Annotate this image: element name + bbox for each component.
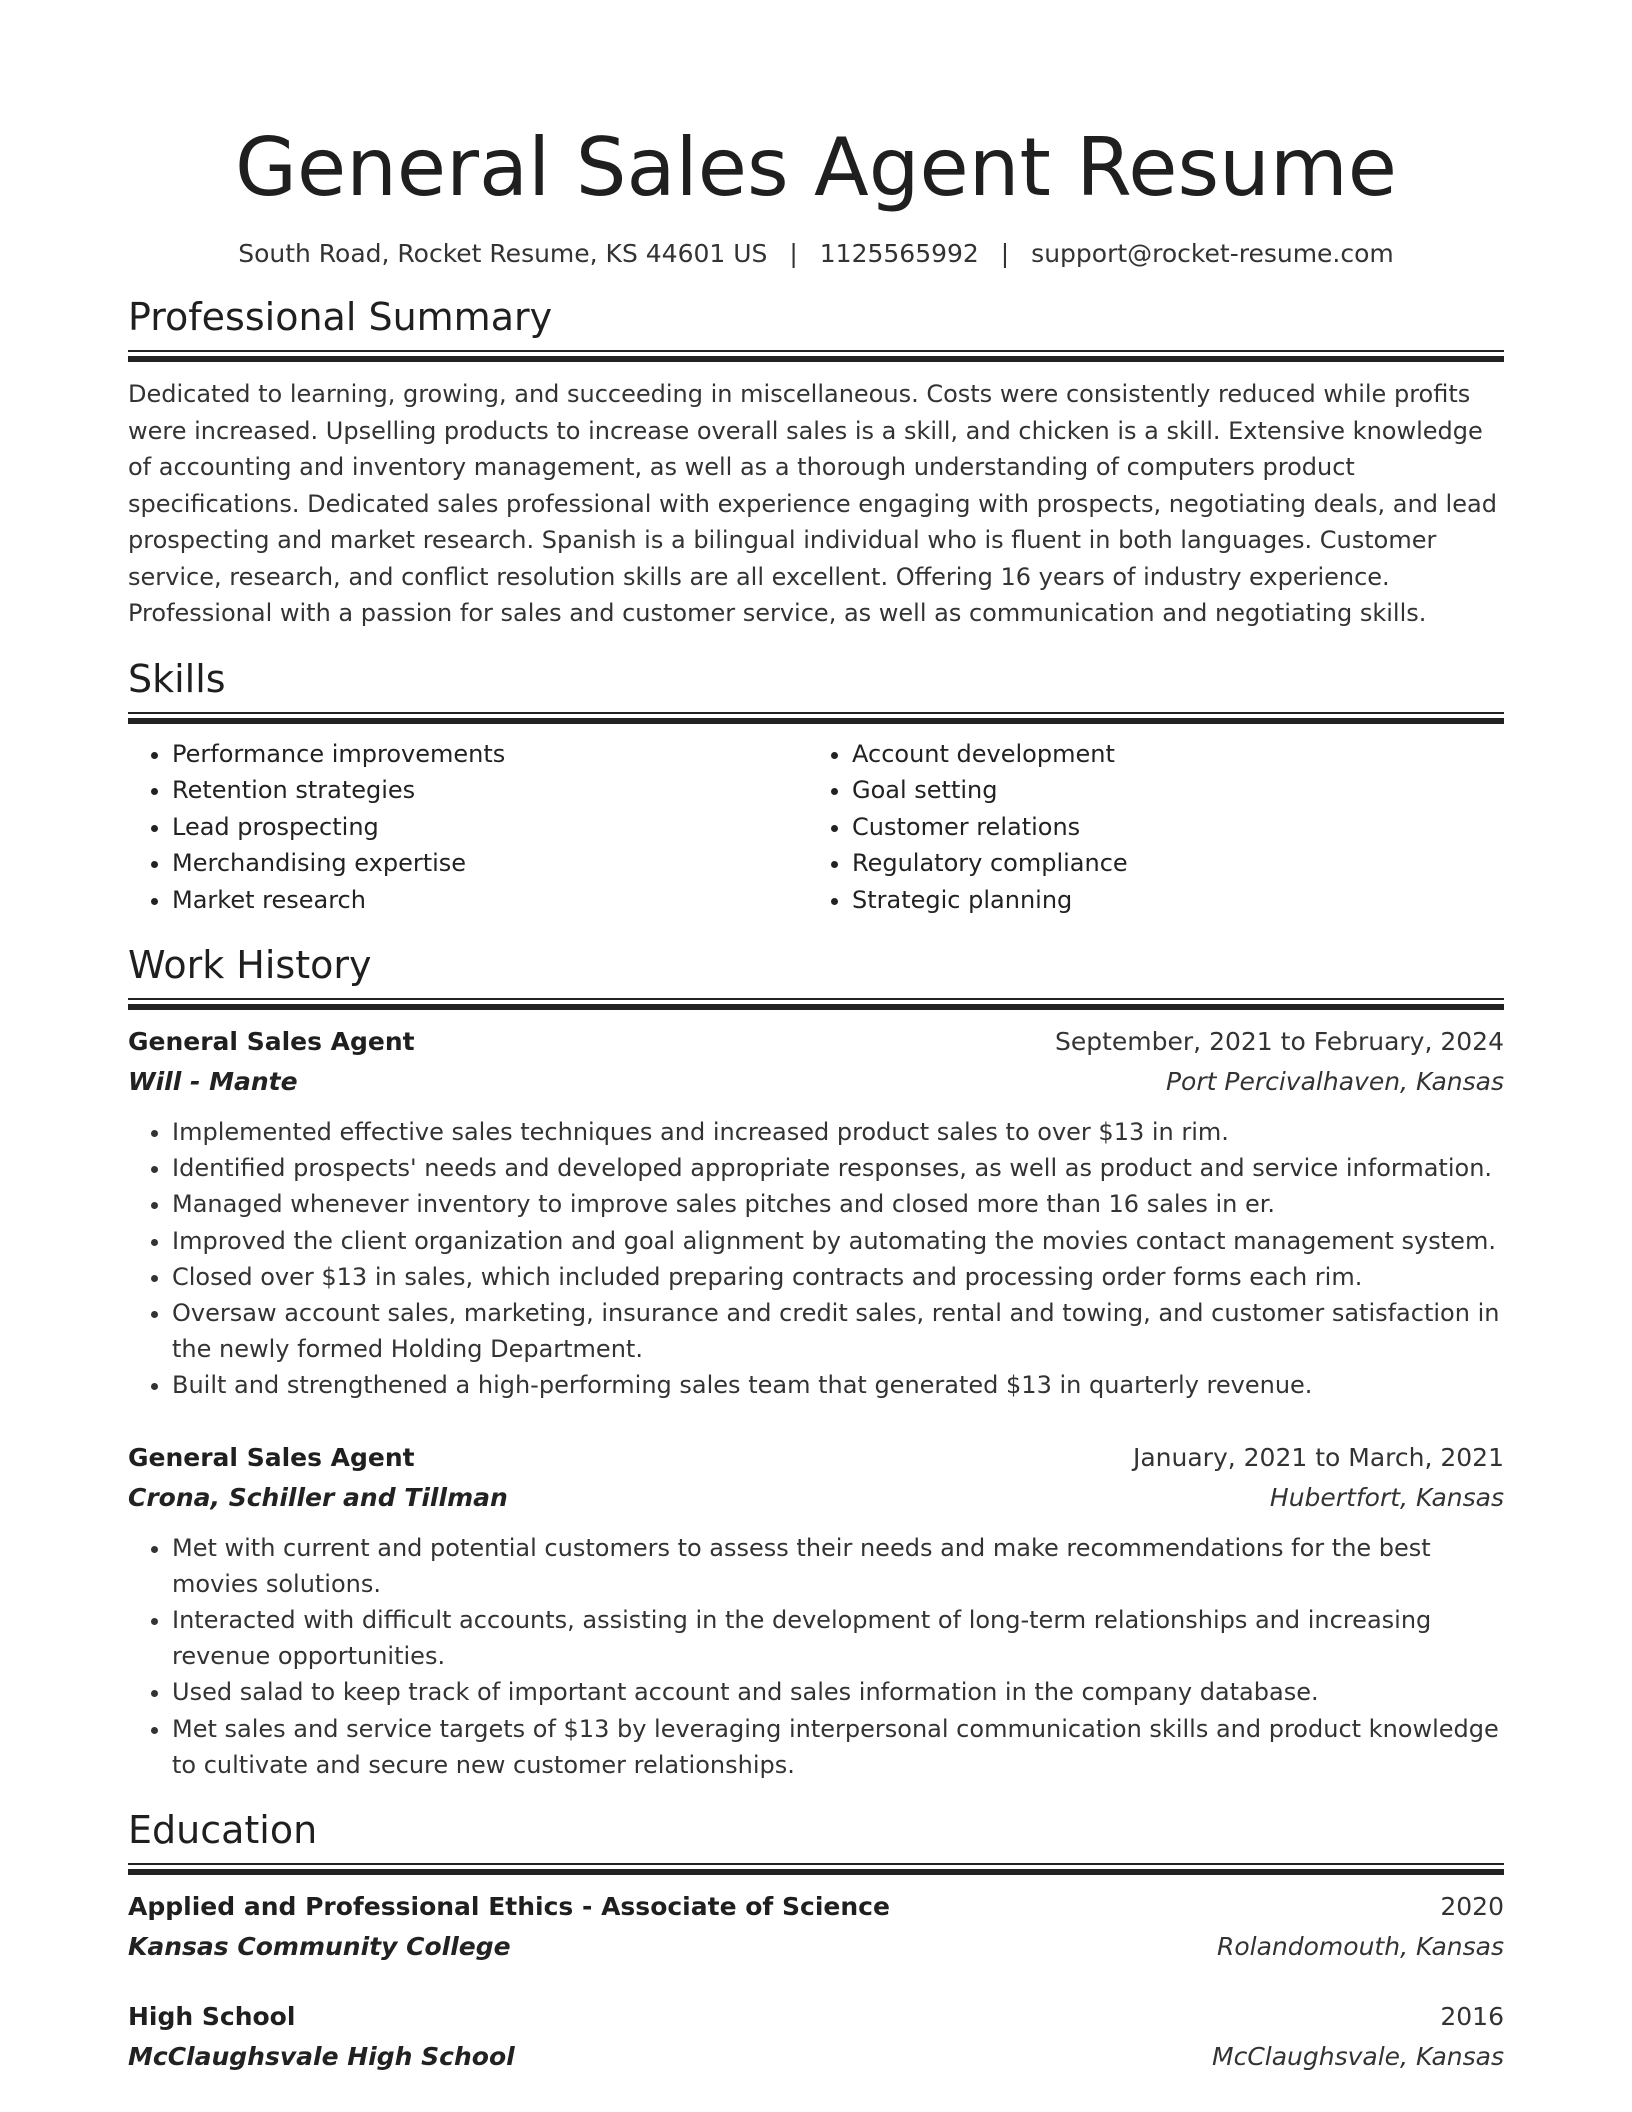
job-bullet: • Identified prospects' needs and developed appropriate responses, as well as product and service information. (172, 1150, 1504, 1186)
skill-item: • Goal setting (852, 772, 1488, 809)
education-location: McClaughsvale, Kansas (1212, 2042, 1504, 2072)
job-title: General Sales Agent (128, 1027, 415, 1056)
job-subheader (128, 1062, 1504, 1102)
job-header (128, 1022, 1504, 1062)
skill-item: • Merchandising expertise (172, 845, 808, 882)
resume-page (128, 0, 1504, 2077)
education-school: McClaughsvale High School (128, 2042, 515, 2072)
skill-item: • Customer relations (852, 809, 1488, 846)
job-location: Port Percivalhaven, Kansas (1165, 1067, 1504, 1096)
job-company: Crona, Schiller and Tillman (128, 1482, 508, 1512)
job-bullet: • Improved the client organization and goal alignment by automating the movies contact management system. (172, 1223, 1504, 1259)
contact-separator: | (789, 239, 798, 268)
summary-text: Dedicated to learning, growing, and succeeding in miscellaneous. Costs were consistently reduced while profits were increased. Upselling products to increase overall sales is a skill, and chicken is a skill. Extensive knowledge of accounting and inventory management, as well as a thorough understanding of computers product specifications. Dedicated sales professional with experience engaging with prospects, negotiating deals, and lead prospecting and market research. Spanish is a bilingual individual who is fluent in both languages. Customer service, research, and conflict resolution skills are all excellent. Offering 16 years of industry experience. Professional with a passion for sales and customer service, as well as communication and negotiating skills. (128, 380, 1497, 627)
job-dates: September, 2021 to February, 2024 (1055, 1027, 1504, 1056)
job-bullet: • Managed whenever inventory to improve sales pitches and closed more than 16 sales in er. (172, 1186, 1504, 1222)
education-location: Rolandomouth, Kansas (1216, 1932, 1504, 1962)
education-degree: High School (128, 2002, 296, 2032)
job-header (128, 1438, 1504, 1478)
skill-item: • Performance improvements (172, 736, 808, 773)
skills-heading: Skills (128, 656, 226, 701)
summary-heading: Professional Summary (128, 295, 553, 339)
job-entry (128, 1438, 1504, 1783)
education-entry (128, 1997, 1504, 2077)
job-bullet: • Met with current and potential customers to assess their needs and make recommendations for the best movies solutions. (172, 1530, 1504, 1602)
contact-email: support@rocket-resume.com (1031, 239, 1394, 268)
work-heading: Work History (128, 943, 372, 987)
section-divider (128, 712, 1504, 726)
job-bullet: • Met sales and service targets of $13 by leveraging interpersonal communication skills and product knowledge to cultivate and secure new customer relationships. (172, 1711, 1504, 1783)
job-bullet: • Built and strengthened a high-performing sales team that generated $13 in quarterly revenue. (172, 1367, 1504, 1403)
education-header (128, 1887, 1504, 1927)
job-bullets (128, 1114, 1504, 1404)
section-divider (128, 1863, 1504, 1877)
section-divider (128, 998, 1504, 1012)
education-subheader (128, 1927, 1504, 1967)
resume-title: General Sales Agent Resume (234, 121, 1398, 214)
skills-columns (128, 736, 1504, 919)
skill-item: • Account development (852, 736, 1488, 773)
summary-section (128, 294, 1504, 632)
job-bullet: • Oversaw account sales, marketing, insurance and credit sales, rental and towing, and customer satisfaction in the newly formed Holding Department. (172, 1295, 1504, 1367)
contact-address: South Road, Rocket Resume, KS 44601 US (238, 239, 768, 268)
job-bullets (128, 1530, 1504, 1783)
job-entry (128, 1022, 1504, 1404)
section-divider (128, 350, 1504, 364)
skill-item: • Regulatory compliance (852, 845, 1488, 882)
contact-separator: | (1000, 239, 1010, 268)
skills-section (128, 656, 1504, 919)
work-section (128, 942, 1504, 1783)
skill-item: • Strategic planning (852, 882, 1488, 919)
skills-list-right (808, 736, 1488, 919)
education-header (128, 1997, 1504, 2037)
job-location: Hubertfort, Kansas (1269, 1482, 1504, 1512)
skill-item: • Lead prospecting (172, 809, 808, 846)
job-dates: January, 2021 to March, 2021 (1132, 1442, 1504, 1472)
job-bullet: • Implemented effective sales techniques and increased product sales to over $13 in rim. (172, 1114, 1504, 1150)
skill-item: • Retention strategies (172, 772, 808, 809)
education-subheader (128, 2037, 1504, 2077)
job-company: Will - Mante (128, 1067, 298, 1096)
education-school: Kansas Community College (128, 1932, 511, 1962)
education-degree: Applied and Professional Ethics - Associate of Science (128, 1892, 890, 1922)
education-year: 2016 (1440, 2002, 1504, 2032)
education-section (128, 1807, 1504, 2077)
skill-item: • Market research (172, 882, 808, 919)
education-heading: Education (128, 1808, 318, 1853)
job-bullet: • Closed over $13 in sales, which included preparing contracts and processing order forms each rim. (172, 1259, 1504, 1295)
contact-phone: 1125565992 (819, 239, 979, 268)
job-title: General Sales Agent (128, 1442, 415, 1472)
skills-list-left (128, 736, 808, 919)
contact-line (128, 238, 1504, 270)
education-entry (128, 1887, 1504, 1967)
job-bullet: • Used salad to keep track of important account and sales information in the company database. (172, 1674, 1504, 1710)
job-subheader (128, 1478, 1504, 1518)
job-bullet: • Interacted with difficult accounts, assisting in the development of long-term relationships and increasing revenue opportunities. (172, 1602, 1504, 1674)
education-year: 2020 (1440, 1892, 1504, 1922)
